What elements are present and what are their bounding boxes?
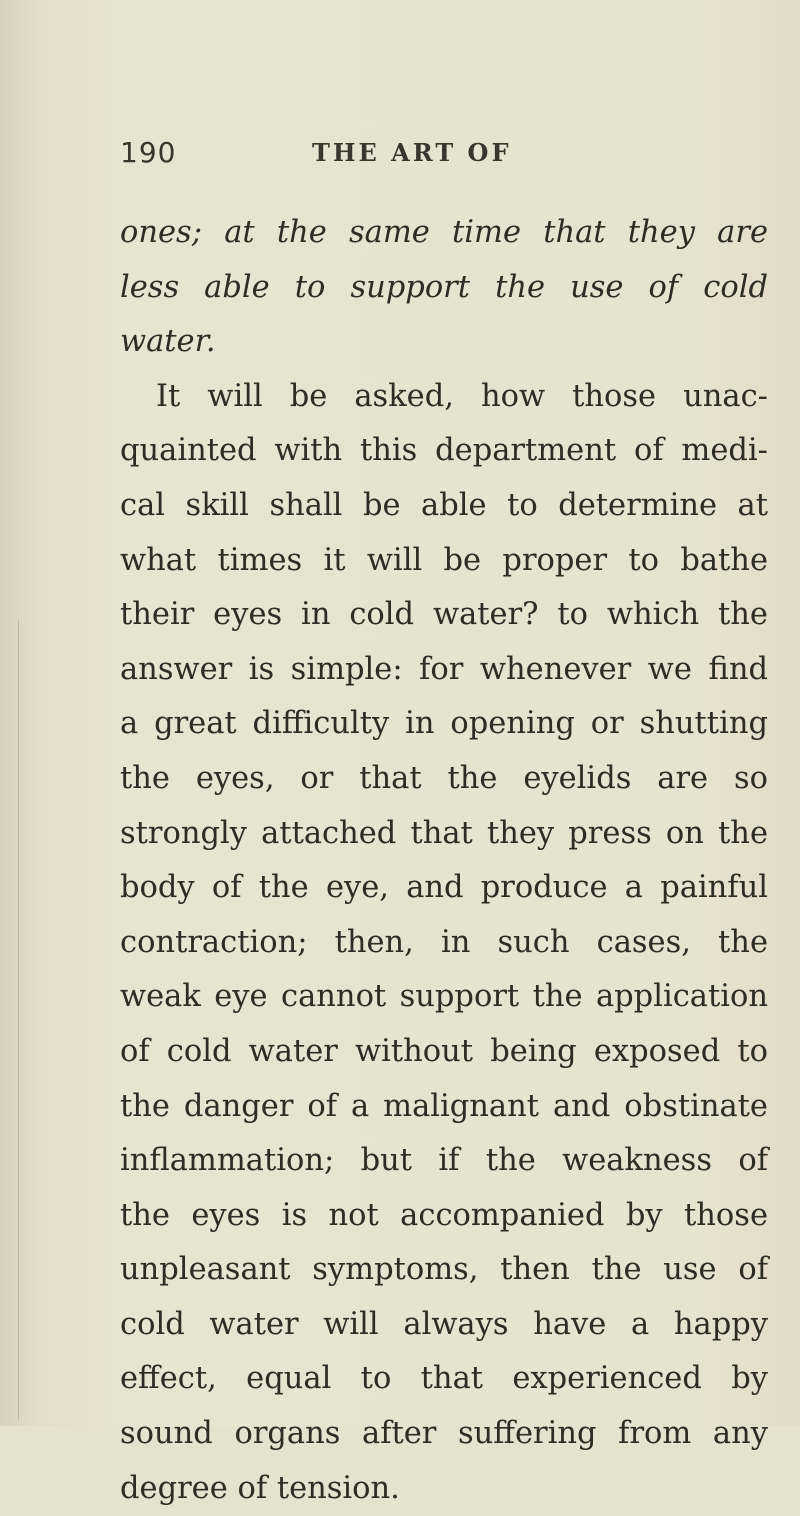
body-text (120, 206, 768, 1516)
text-line: weak eye cannot support the application (120, 979, 768, 1015)
text-line: ones; at the same time that they are (120, 215, 768, 250)
text-line: a great difficulty in opening or shutting (120, 706, 768, 742)
text-line: strongly attached that they press on the (120, 815, 768, 851)
text-line: cal skill shall be able to determine at (120, 487, 768, 523)
text-line: answer is simple: for whenever we find (120, 651, 768, 687)
text-line: contraction; then, in such cases, the (120, 924, 768, 960)
text-line: what times it will be proper to bathe (120, 542, 768, 578)
text-line: of cold water without being exposed to (120, 1033, 768, 1069)
text-line: sound organs after suffering from any (120, 1416, 768, 1452)
page-number: 190 (120, 136, 177, 169)
text-line: the eyes is not accompanied by those (120, 1197, 768, 1233)
text-line: less able to support the use of cold (120, 269, 768, 305)
text-line: degree of tension. (120, 1470, 400, 1506)
text-line: effect, equal to that experienced by (120, 1361, 768, 1397)
text-line: their eyes in cold water? to which the (120, 597, 768, 633)
text-line: body of the eye, and produce a painful (120, 870, 768, 906)
text-line: water. (120, 324, 216, 360)
page-header (120, 136, 770, 176)
text-line: the danger of a malignant and obstinate (120, 1088, 768, 1124)
text-line: the eyes, or that the eyelids are so (120, 760, 768, 796)
text-line: quainted with this department of medi- (120, 433, 768, 469)
text-line: unpleasant symptoms, then the use of (120, 1252, 768, 1288)
text-line: inflammation; but if the weakness of (120, 1143, 768, 1179)
text-line: cold water will always have a happy (120, 1306, 768, 1342)
page-edge-shadow (18, 620, 19, 1420)
running-title: THE ART OF (312, 138, 512, 167)
paragraph-start-line: It will be asked, how those unac- (156, 378, 768, 414)
